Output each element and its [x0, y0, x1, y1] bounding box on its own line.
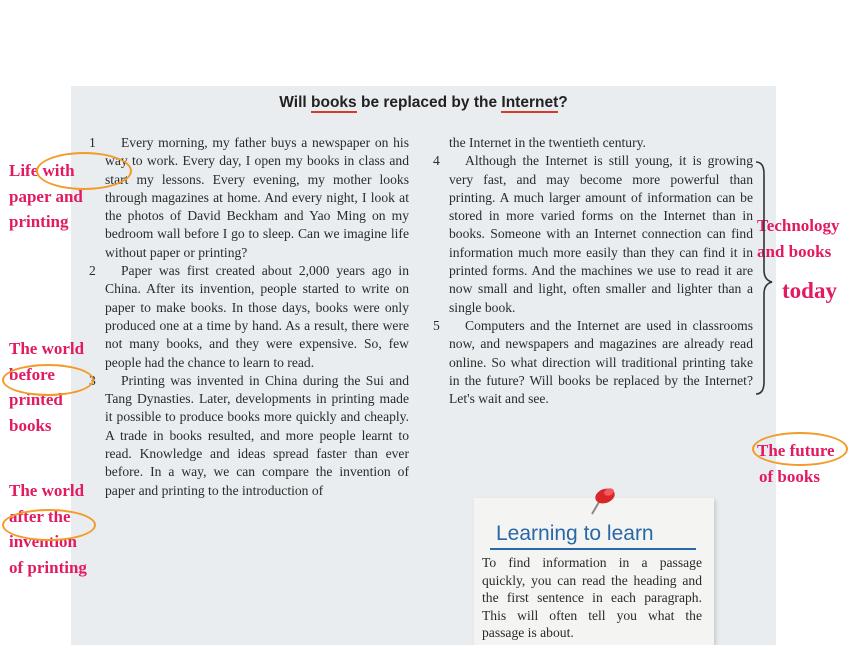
paragraph-text: Although the Internet is still young, it is growing very fast, and may become more powerful than printing. A much larger amount of information can be stored in more varied forms on the Internet than in books. Someone with an Internet connection can find information much more easily than they can find it in printed forms. And the machines we use to read it are now small and light, often smaller and lighter than a single book.	[449, 153, 753, 315]
article-title	[71, 94, 776, 112]
paragraph-number: 2	[89, 263, 96, 279]
highlight-oval	[752, 432, 848, 466]
title-internet-word: Internet	[501, 94, 559, 111]
textbook-page	[71, 86, 776, 645]
title-part: ?	[558, 94, 568, 111]
paragraph-text: Every morning, my father buys a newspaper on his way to work. Every day, I open my books in class and start my lessons. Every evening, my mother looks through magazines at home. And every night, I look at the photos of David Beckham and Yao Ming on my bedroom wall before I go to sleep. Can we imagine life without paper or printing?	[105, 135, 409, 260]
paragraph-3-continued	[449, 134, 753, 152]
annotation-line: of books	[759, 466, 820, 486]
paragraph-3	[89, 372, 409, 500]
title-part: be replaced by the	[356, 94, 502, 111]
highlight-oval	[2, 509, 96, 541]
annotation-line: before	[9, 364, 55, 384]
annotation-line: paper and	[9, 186, 83, 206]
learning-box-title: Learning to learn	[496, 522, 654, 545]
paragraph-number: 5	[433, 317, 440, 333]
left-column	[89, 134, 409, 500]
annotation-line: The future	[757, 441, 835, 460]
annotation-line: The world	[9, 339, 85, 358]
annotation-line: printing	[9, 212, 69, 231]
learning-to-learn-box	[474, 498, 714, 645]
paragraph-5	[433, 317, 753, 408]
title-books-word: books	[311, 94, 357, 111]
title-part: Will	[279, 94, 312, 111]
annotation-line: and books	[757, 241, 832, 261]
annotation-line: The world	[9, 481, 85, 500]
annotation-today	[782, 278, 837, 304]
annotation-line: today	[782, 278, 837, 303]
paragraph-2	[89, 262, 409, 372]
annotation-line: books	[9, 415, 52, 435]
learning-box-body: To find information in a passage quickly, you can read the heading and the first sentence in each paragraph. This will often tell you what the passage is about.	[482, 555, 702, 641]
paragraph-4	[433, 152, 753, 317]
annotation-line: Technology	[757, 216, 840, 235]
push-pin-icon	[587, 484, 621, 518]
paragraph-text: Paper was first created about 2,000 years ago in China. After its invention, people started to write on paper to make books. In those days, books were only produced one at a time by hand. As a result, there were not many books, and they were expensive. So, few people had the chance to learn to read.	[105, 263, 409, 370]
paragraph-text: Printing was invented in China during the Sui and Tang Dynasties. Later, developments in printing made it possible to produce books more quickly and cheaply. A trade in books resulted, and more people learnt to read. Knowledge and ideas spread faster than ever before. In a way, we can compare the invention of paper and printing to the introduction of	[105, 372, 409, 498]
highlight-oval	[36, 152, 132, 190]
annotation-line: Life with	[9, 161, 75, 180]
paragraph-text: Computers and the Internet are used in classrooms now, and newspapers and magazines are already read online. So what direction will traditional printing take in the future? Will books be replaced by the Internet? Let's wait and see.	[449, 317, 753, 407]
highlight-oval	[2, 364, 94, 396]
paragraph-text: the Internet in the twentieth century.	[449, 135, 646, 150]
paragraph-number: 1	[89, 135, 96, 150]
annotation-line: invention	[9, 532, 78, 551]
right-column	[433, 134, 753, 408]
paragraph-number: 3	[89, 372, 96, 388]
annotation-line: after the	[9, 506, 71, 526]
annotation-line: of printing	[9, 557, 87, 577]
annotation-line: printed	[9, 390, 63, 409]
curly-brace	[752, 160, 776, 396]
paragraph-1	[89, 134, 409, 262]
learning-box-underline	[490, 548, 696, 550]
paragraph-number: 4	[433, 153, 440, 169]
